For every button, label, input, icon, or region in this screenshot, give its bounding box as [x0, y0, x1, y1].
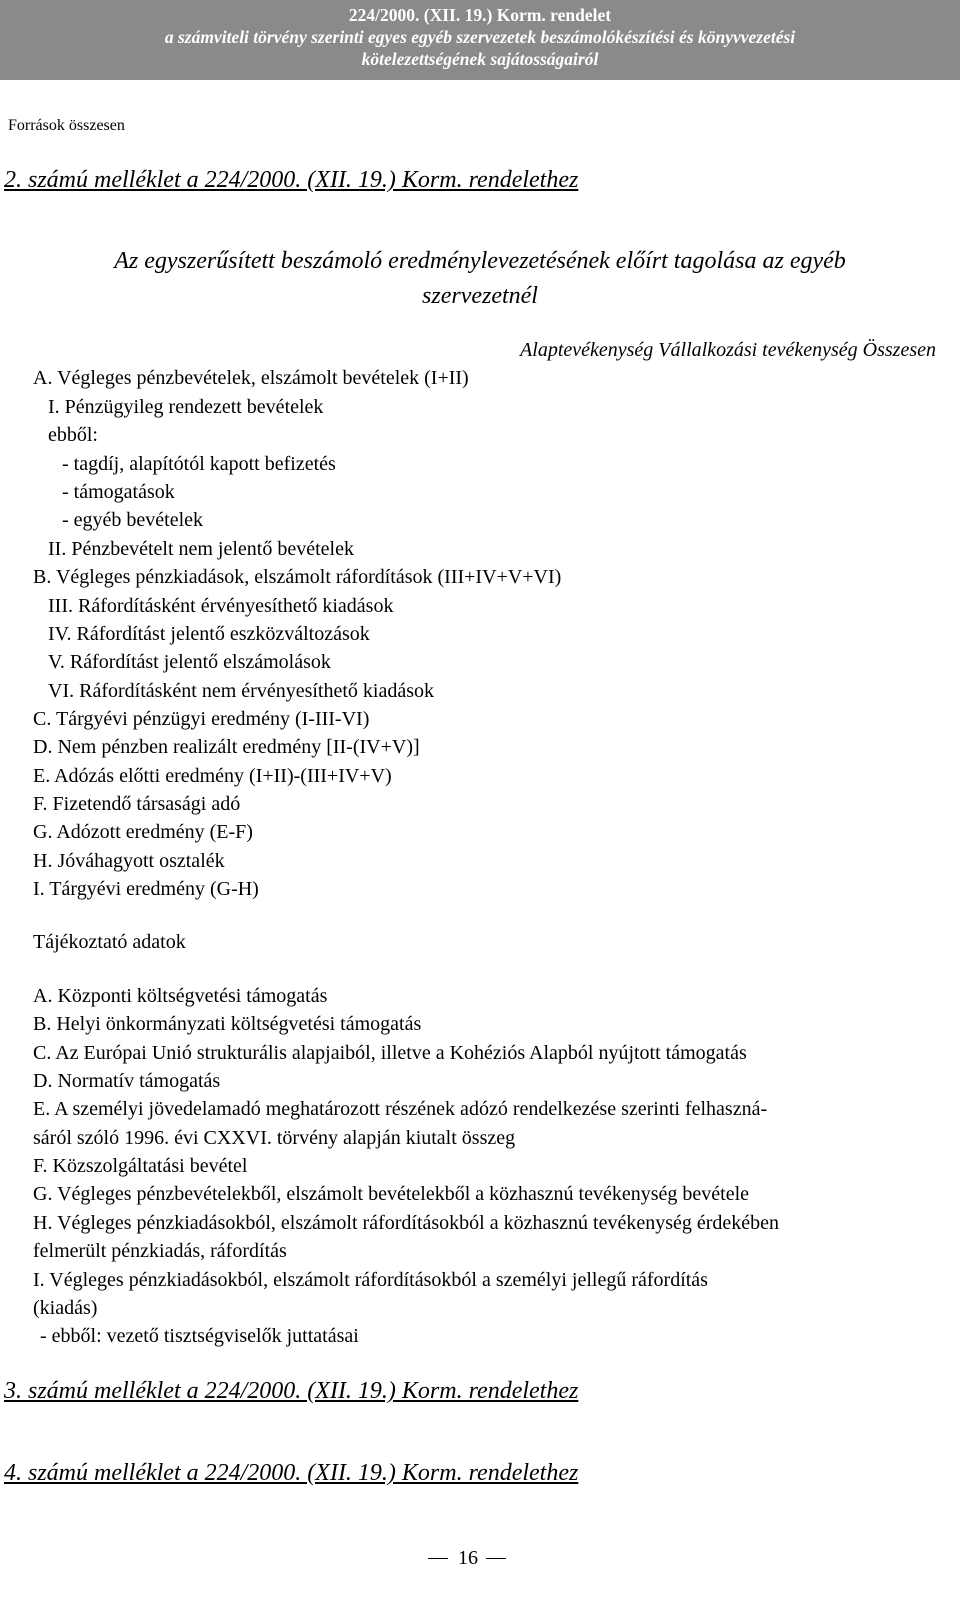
info-h-line-2: felmerült pénzkiadás, ráfordítás: [33, 1240, 287, 1262]
item-iii: III. Ráfordításként érvényesíthető kiadások: [48, 595, 394, 617]
document-header: [0, 0, 960, 80]
info-g: G. Végleges pénzbevételekből, elszámolt bevételekből a közhasznú tevékenység bevétele: [33, 1183, 750, 1205]
item-a: A. Végleges pénzbevételek, elszámolt bevételek (I+II): [33, 367, 469, 389]
info-i-ebbol: - ebből: vezető tisztségviselők juttatásai: [40, 1325, 359, 1347]
page-title-line-1: Az egyszerűsített beszámoló eredménylevezetésének előírt tagolása az egyéb: [114, 248, 846, 274]
item-i: I. Pénzügyileg rendezett bevételek: [48, 396, 324, 418]
info-h-line-1: H. Végleges pénzkiadásokból, elszámolt ráfordításokból a közhasznú tevékenység érdekében: [33, 1212, 780, 1234]
info-i-line-1: I. Végleges pénzkiadásokból, elszámolt ráfordításokból a személyi jellegű ráfordítás: [33, 1269, 708, 1291]
annex-2-heading: 2. számú melléklet a 224/2000. (XII. 19.) Korm. rendelethez: [4, 167, 579, 193]
page-number-dash-right: [486, 1558, 506, 1559]
info-f: F. Közszolgáltatási bevétel: [33, 1155, 248, 1177]
item-c: C. Tárgyévi pénzügyi eredmény (I-III-VI): [33, 708, 370, 730]
previous-section-footer: Források összesen: [8, 117, 125, 134]
annex-4-heading: 4. számú melléklet a 224/2000. (XII. 19.) Korm. rendelethez: [4, 1460, 579, 1486]
info-section-title: Tájékoztató adatok: [33, 931, 186, 953]
item-e: E. Adózás előtti eredmény (I+II)-(III+IV+V): [33, 765, 392, 787]
info-b: B. Helyi önkormányzati költségvetési támogatás: [33, 1013, 422, 1035]
item-d: D. Nem pénzben realizált eredmény [II-(IV+V)]: [33, 736, 420, 758]
column-headers: Alaptevékenység Vállalkozási tevékenység Összesen: [520, 339, 936, 361]
info-e-line-1: E. A személyi jövedelamadó meghatározott részének adózó rendelkezése szerinti felhaszná-: [33, 1098, 768, 1120]
page-number-dash-left: [428, 1558, 448, 1559]
header-line-2: a számviteli törvény szerinti egyes egyéb szervezetek beszámolókészítési és könyvvezetési: [164, 27, 796, 47]
item-h: H. Jóváhagyott osztalék: [33, 850, 225, 872]
item-i-targyevi: I. Tárgyévi eredmény (G-H): [33, 878, 259, 900]
item-iv: IV. Ráfordítást jelentő eszközváltozások: [48, 623, 370, 645]
page-number: 16: [458, 1547, 478, 1569]
info-a: A. Központi költségvetési támogatás: [33, 985, 328, 1007]
info-e-line-2: sáról szóló 1996. évi CXXVI. törvény alapján kiutalt összeg: [33, 1127, 516, 1149]
item-v: V. Ráfordítást jelentő elszámolások: [48, 651, 331, 673]
item-egyeb-bevetelek: - egyéb bevételek: [62, 509, 204, 531]
annex-3-heading: 3. számú melléklet a 224/2000. (XII. 19.) Korm. rendelethez: [4, 1378, 579, 1404]
info-i-line-2: (kiadás): [33, 1297, 98, 1319]
info-c: C. Az Európai Unió strukturális alapjaiból, illetve a Kohéziós Alapból nyújtott támogatás: [33, 1042, 747, 1064]
item-tagdij: - tagdíj, alapítótól kapott befizetés: [62, 453, 336, 475]
page-title-line-2: szervezetnél: [422, 283, 538, 309]
item-tamogatasok: - támogatások: [62, 481, 175, 503]
item-vi: VI. Ráfordításként nem érvényesíthető kiadások: [48, 680, 434, 702]
item-ii: II. Pénzbevételt nem jelentő bevételek: [48, 538, 354, 560]
header-line-3: kötelezettségének sajátosságairól: [361, 49, 599, 69]
item-ebbol: ebből:: [48, 424, 98, 446]
item-b: B. Végleges pénzkiadások, elszámolt ráfordítások (III+IV+V+VI): [33, 566, 562, 588]
header-line-1: 224/2000. (XII. 19.) Korm. rendelet: [348, 5, 612, 25]
item-f: F. Fizetendő társasági adó: [33, 793, 241, 815]
item-g: G. Adózott eredmény (E-F): [33, 821, 253, 843]
info-d: D. Normatív támogatás: [33, 1070, 221, 1092]
